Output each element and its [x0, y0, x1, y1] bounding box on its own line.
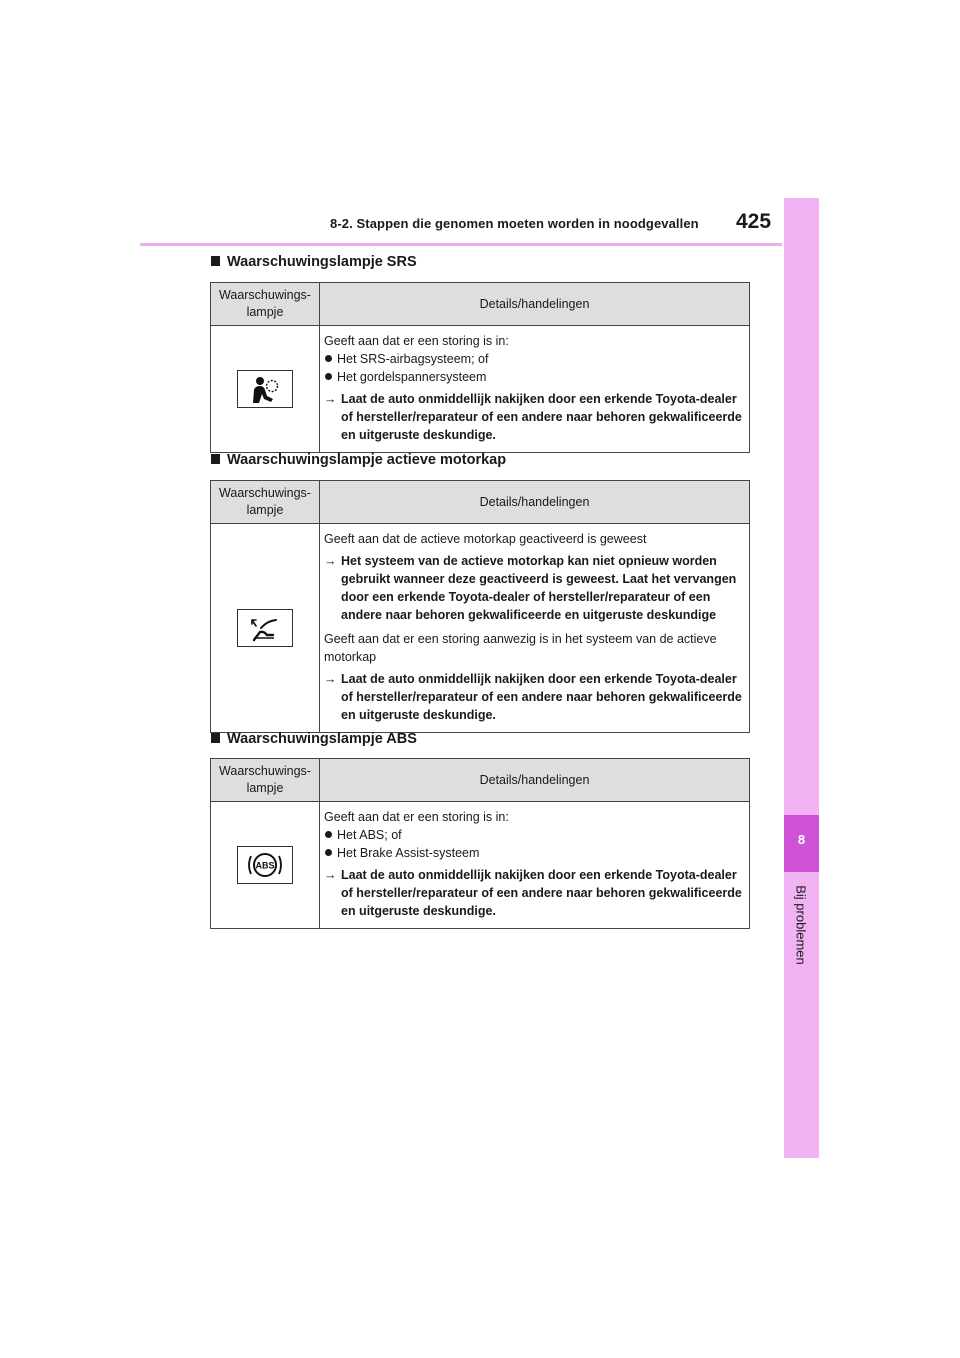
square-bullet-icon	[211, 256, 220, 266]
bullet-dot-icon	[325, 849, 332, 856]
icon-cell	[211, 326, 320, 453]
abs-icon	[237, 846, 293, 884]
bullet-dot-icon	[325, 831, 332, 838]
srs-warning-table	[210, 282, 750, 453]
list-item: Het SRS-airbagsysteem; of	[324, 350, 743, 368]
abs-icon-label: ABS	[255, 860, 275, 871]
list-item: Het Brake Assist-systeem	[324, 844, 743, 862]
square-bullet-icon	[211, 454, 220, 464]
details-intro-malfunction: Geeft aan dat er een storing aanwezig is in het systeem van de actieve motorkap	[324, 632, 717, 664]
header-divider	[140, 243, 782, 246]
arrow-icon: →	[324, 672, 337, 686]
section-title-srs: Waarschuwingslampje SRS	[211, 254, 417, 270]
section-title-abs: Waarschuwingslampje ABS	[211, 731, 417, 747]
action-instruction: → Laat de auto onmiddellijk nakijken door een erkende Toyota-dealer of hersteller/reparateur of een andere naar behoren gekwalificeerde en uitgeruste deskundige.	[324, 868, 742, 918]
header-details: Details/handelingen	[320, 759, 750, 802]
bullet-list	[324, 350, 743, 386]
table-row	[211, 326, 750, 453]
header-details: Details/handelingen	[320, 283, 750, 326]
details-intro: Geeft aan dat er een storing is in:	[324, 334, 509, 348]
list-item: Het gordelspannersysteem	[324, 368, 743, 386]
chapter-side-tab	[784, 198, 819, 1158]
bullet-dot-icon	[325, 373, 332, 380]
table-row	[211, 524, 750, 733]
header-warning-light: Waarschuwings- lampje	[211, 283, 320, 326]
bullet-list	[324, 826, 743, 862]
header-warning-light: Waarschuwings- lampje	[211, 759, 320, 802]
active-hood-warning-table	[210, 480, 750, 733]
section-header-title: 8-2. Stappen die genomen moeten worden in noodgevallen	[330, 216, 699, 231]
icon-cell	[211, 524, 320, 733]
details-intro: Geeft aan dat de actieve motorkap geactiveerd is geweest	[324, 532, 647, 546]
action-instruction: → Laat de auto onmiddellijk nakijken door een erkende Toyota-dealer of hersteller/reparateur of een andere naar behoren gekwalificeerde en uitgeruste deskundige.	[324, 392, 742, 442]
chapter-number: 8	[797, 832, 806, 847]
section-title-active-hood: Waarschuwingslampje actieve motorkap	[211, 452, 506, 468]
icon-cell	[211, 802, 320, 929]
srs-airbag-icon	[237, 370, 293, 408]
header-warning-light: Waarschuwings- lampje	[211, 481, 320, 524]
action-instruction: → Het systeem van de actieve motorkap kan niet opnieuw worden gebruikt wanneer deze geactiveerd is geweest. Laat het vervangen door een erkende Toyota-dealer of hersteller/reparateur of een andere naar behoren gekwalificeerde en uitgeruste deskundige	[324, 554, 737, 622]
header-details: Details/handelingen	[320, 481, 750, 524]
details-cell	[320, 524, 750, 733]
active-hood-icon	[237, 609, 293, 647]
details-cell	[320, 326, 750, 453]
square-bullet-icon	[211, 733, 220, 743]
bullet-dot-icon	[325, 355, 332, 362]
arrow-icon: →	[324, 392, 337, 406]
details-cell	[320, 802, 750, 929]
abs-warning-table	[210, 758, 750, 929]
table-header-row	[211, 481, 750, 524]
chapter-label: Bij problemen	[793, 885, 809, 965]
arrow-icon: →	[324, 868, 337, 882]
list-item: Het ABS; of	[324, 826, 743, 844]
arrow-icon: →	[324, 554, 337, 568]
table-header-row	[211, 283, 750, 326]
details-intro: Geeft aan dat er een storing is in:	[324, 810, 509, 824]
page-number: 425	[736, 210, 772, 233]
table-header-row	[211, 759, 750, 802]
action-instruction: → Laat de auto onmiddellijk nakijken door een erkende Toyota-dealer of hersteller/reparateur of een andere naar behoren gekwalificeerde en uitgeruste deskundige.	[324, 672, 742, 722]
table-row	[211, 802, 750, 929]
